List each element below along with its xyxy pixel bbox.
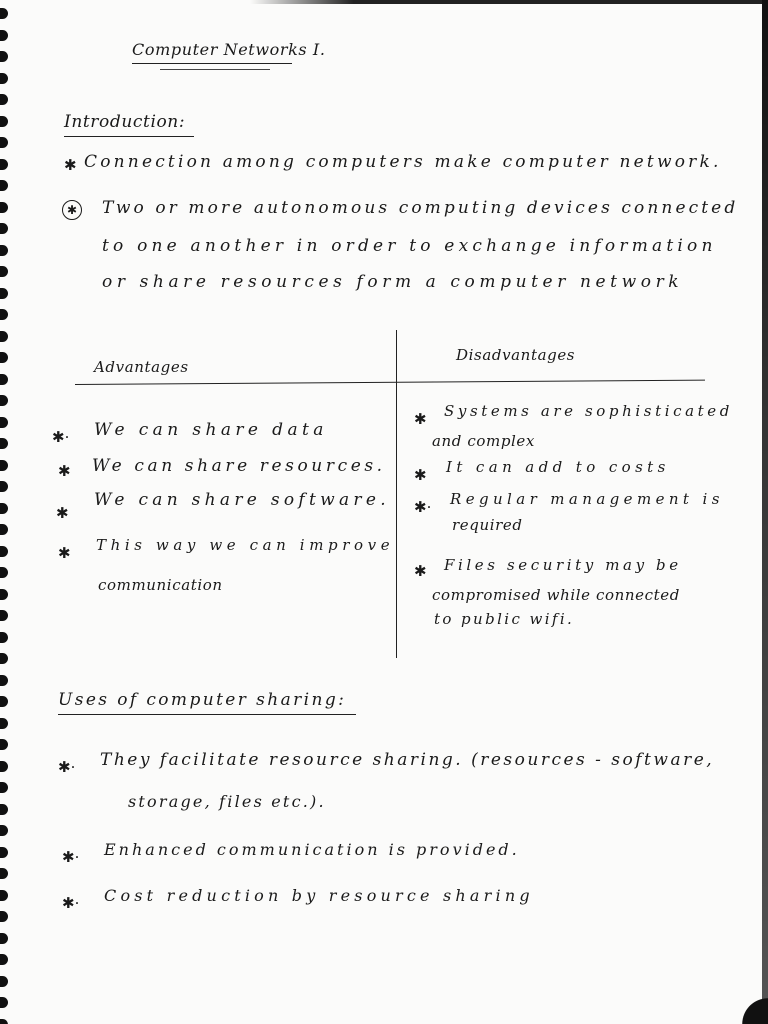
disadvantage-item-2: It can add to costs <box>446 458 670 476</box>
binding-hole <box>0 632 8 643</box>
disadvantage-item-4-line-3: to public wifi. <box>434 610 575 628</box>
spiral-binding <box>0 0 14 1024</box>
binding-hole <box>0 503 8 514</box>
binding-hole <box>0 696 8 707</box>
binding-hole <box>0 825 8 836</box>
advantage-item-4-line-1: This way we can improve <box>96 536 395 554</box>
binding-hole <box>0 202 8 213</box>
bullet-star-icon: ✱ <box>414 466 427 484</box>
uses-item-1-line-2: storage, files etc.). <box>128 792 326 811</box>
uses-heading-underline <box>58 714 356 715</box>
bullet-star-icon: ✱· <box>414 498 432 516</box>
table-column-divider <box>396 330 397 658</box>
binding-hole <box>0 911 8 922</box>
bullet-star-icon: ✱ <box>64 156 77 174</box>
intro-point-2-line-2: to one another in order to exchange information <box>102 236 717 256</box>
binding-hole <box>0 309 8 320</box>
binding-hole <box>0 395 8 406</box>
binding-hole <box>0 847 8 858</box>
advantages-header: Advantages <box>94 358 189 376</box>
binding-hole <box>0 610 8 621</box>
uses-item-1-line-1: They facilitate resource sharing. (resources - software, <box>100 750 715 770</box>
binding-hole <box>0 374 8 385</box>
binding-hole <box>0 739 8 750</box>
disadvantage-item-4-line-1: Files security may be <box>444 556 682 574</box>
binding-hole <box>0 761 8 772</box>
page-top-edge <box>250 0 768 4</box>
binding-hole <box>0 481 8 492</box>
binding-hole <box>0 718 8 729</box>
binding-hole <box>0 954 8 965</box>
disadvantage-item-3-line-1: Regular management is <box>450 490 724 508</box>
disadvantage-item-3-line-2: required <box>452 516 523 534</box>
uses-heading: Uses of computer sharing: <box>58 690 347 710</box>
binding-hole <box>0 352 8 363</box>
binding-hole <box>0 460 8 471</box>
disadvantages-header: Disadvantages <box>456 346 576 364</box>
bullet-star-icon: ✱ <box>58 544 71 562</box>
binding-hole <box>0 438 8 449</box>
uses-item-3: Cost reduction by resource sharing <box>104 886 534 905</box>
disadvantage-item-1-line-1: Systems are sophisticated <box>444 402 733 420</box>
advantage-item-2: We can share resources. <box>92 456 386 476</box>
introduction-underline <box>64 136 194 137</box>
binding-hole <box>0 288 8 299</box>
page-title: Computer Networks I. <box>132 40 326 59</box>
title-underline-second <box>160 69 270 70</box>
page-corner-shadow <box>728 984 768 1024</box>
binding-hole <box>0 137 8 148</box>
bullet-star-icon: ✱· <box>62 848 80 866</box>
advantage-item-4-line-2: communication <box>98 576 223 594</box>
binding-hole <box>0 180 8 191</box>
circled-star-bullet-icon: ✱ <box>62 200 82 220</box>
binding-hole <box>0 868 8 879</box>
introduction-heading: Introduction: <box>64 112 186 132</box>
bullet-star-icon: ✱· <box>58 758 76 776</box>
binding-hole <box>0 675 8 686</box>
binding-hole <box>0 782 8 793</box>
binding-hole <box>0 1019 8 1024</box>
table-header-divider <box>75 380 705 385</box>
bullet-star-icon: ✱· <box>62 894 80 912</box>
uses-item-2: Enhanced communication is provided. <box>104 840 520 859</box>
bullet-star-icon: ✱· <box>52 428 70 446</box>
disadvantage-item-1-line-2: and complex <box>432 432 535 450</box>
bullet-star-icon: ✱ <box>414 562 427 580</box>
binding-hole <box>0 976 8 987</box>
page-right-edge <box>762 0 768 1024</box>
binding-hole <box>0 94 8 105</box>
binding-hole <box>0 223 8 234</box>
advantage-item-3: We can share software. <box>94 490 390 510</box>
binding-hole <box>0 524 8 535</box>
binding-hole <box>0 8 8 19</box>
binding-hole <box>0 245 8 256</box>
binding-hole <box>0 804 8 815</box>
binding-hole <box>0 546 8 557</box>
binding-hole <box>0 653 8 664</box>
binding-hole <box>0 331 8 342</box>
bullet-star-icon: ✱ <box>56 504 69 522</box>
binding-hole <box>0 116 8 127</box>
disadvantage-item-4-line-2: compromised while connected <box>432 586 680 604</box>
binding-hole <box>0 997 8 1008</box>
binding-hole <box>0 567 8 578</box>
bullet-star-icon: ✱ <box>58 462 71 480</box>
advantage-item-1: We can share data <box>94 420 328 440</box>
binding-hole <box>0 933 8 944</box>
binding-hole <box>0 159 8 170</box>
binding-hole <box>0 589 8 600</box>
binding-hole <box>0 417 8 428</box>
binding-hole <box>0 890 8 901</box>
intro-point-2-line-3: or share resources form a computer network <box>102 272 684 292</box>
binding-hole <box>0 30 8 41</box>
bullet-star-icon: ✱ <box>414 410 427 428</box>
binding-hole <box>0 51 8 62</box>
binding-hole <box>0 73 8 84</box>
intro-point-2-line-1: Two or more autonomous computing devices connected <box>102 198 739 218</box>
intro-point-1: Connection among computers make computer network. <box>84 152 722 172</box>
binding-hole <box>0 266 8 277</box>
title-underline <box>132 63 292 64</box>
